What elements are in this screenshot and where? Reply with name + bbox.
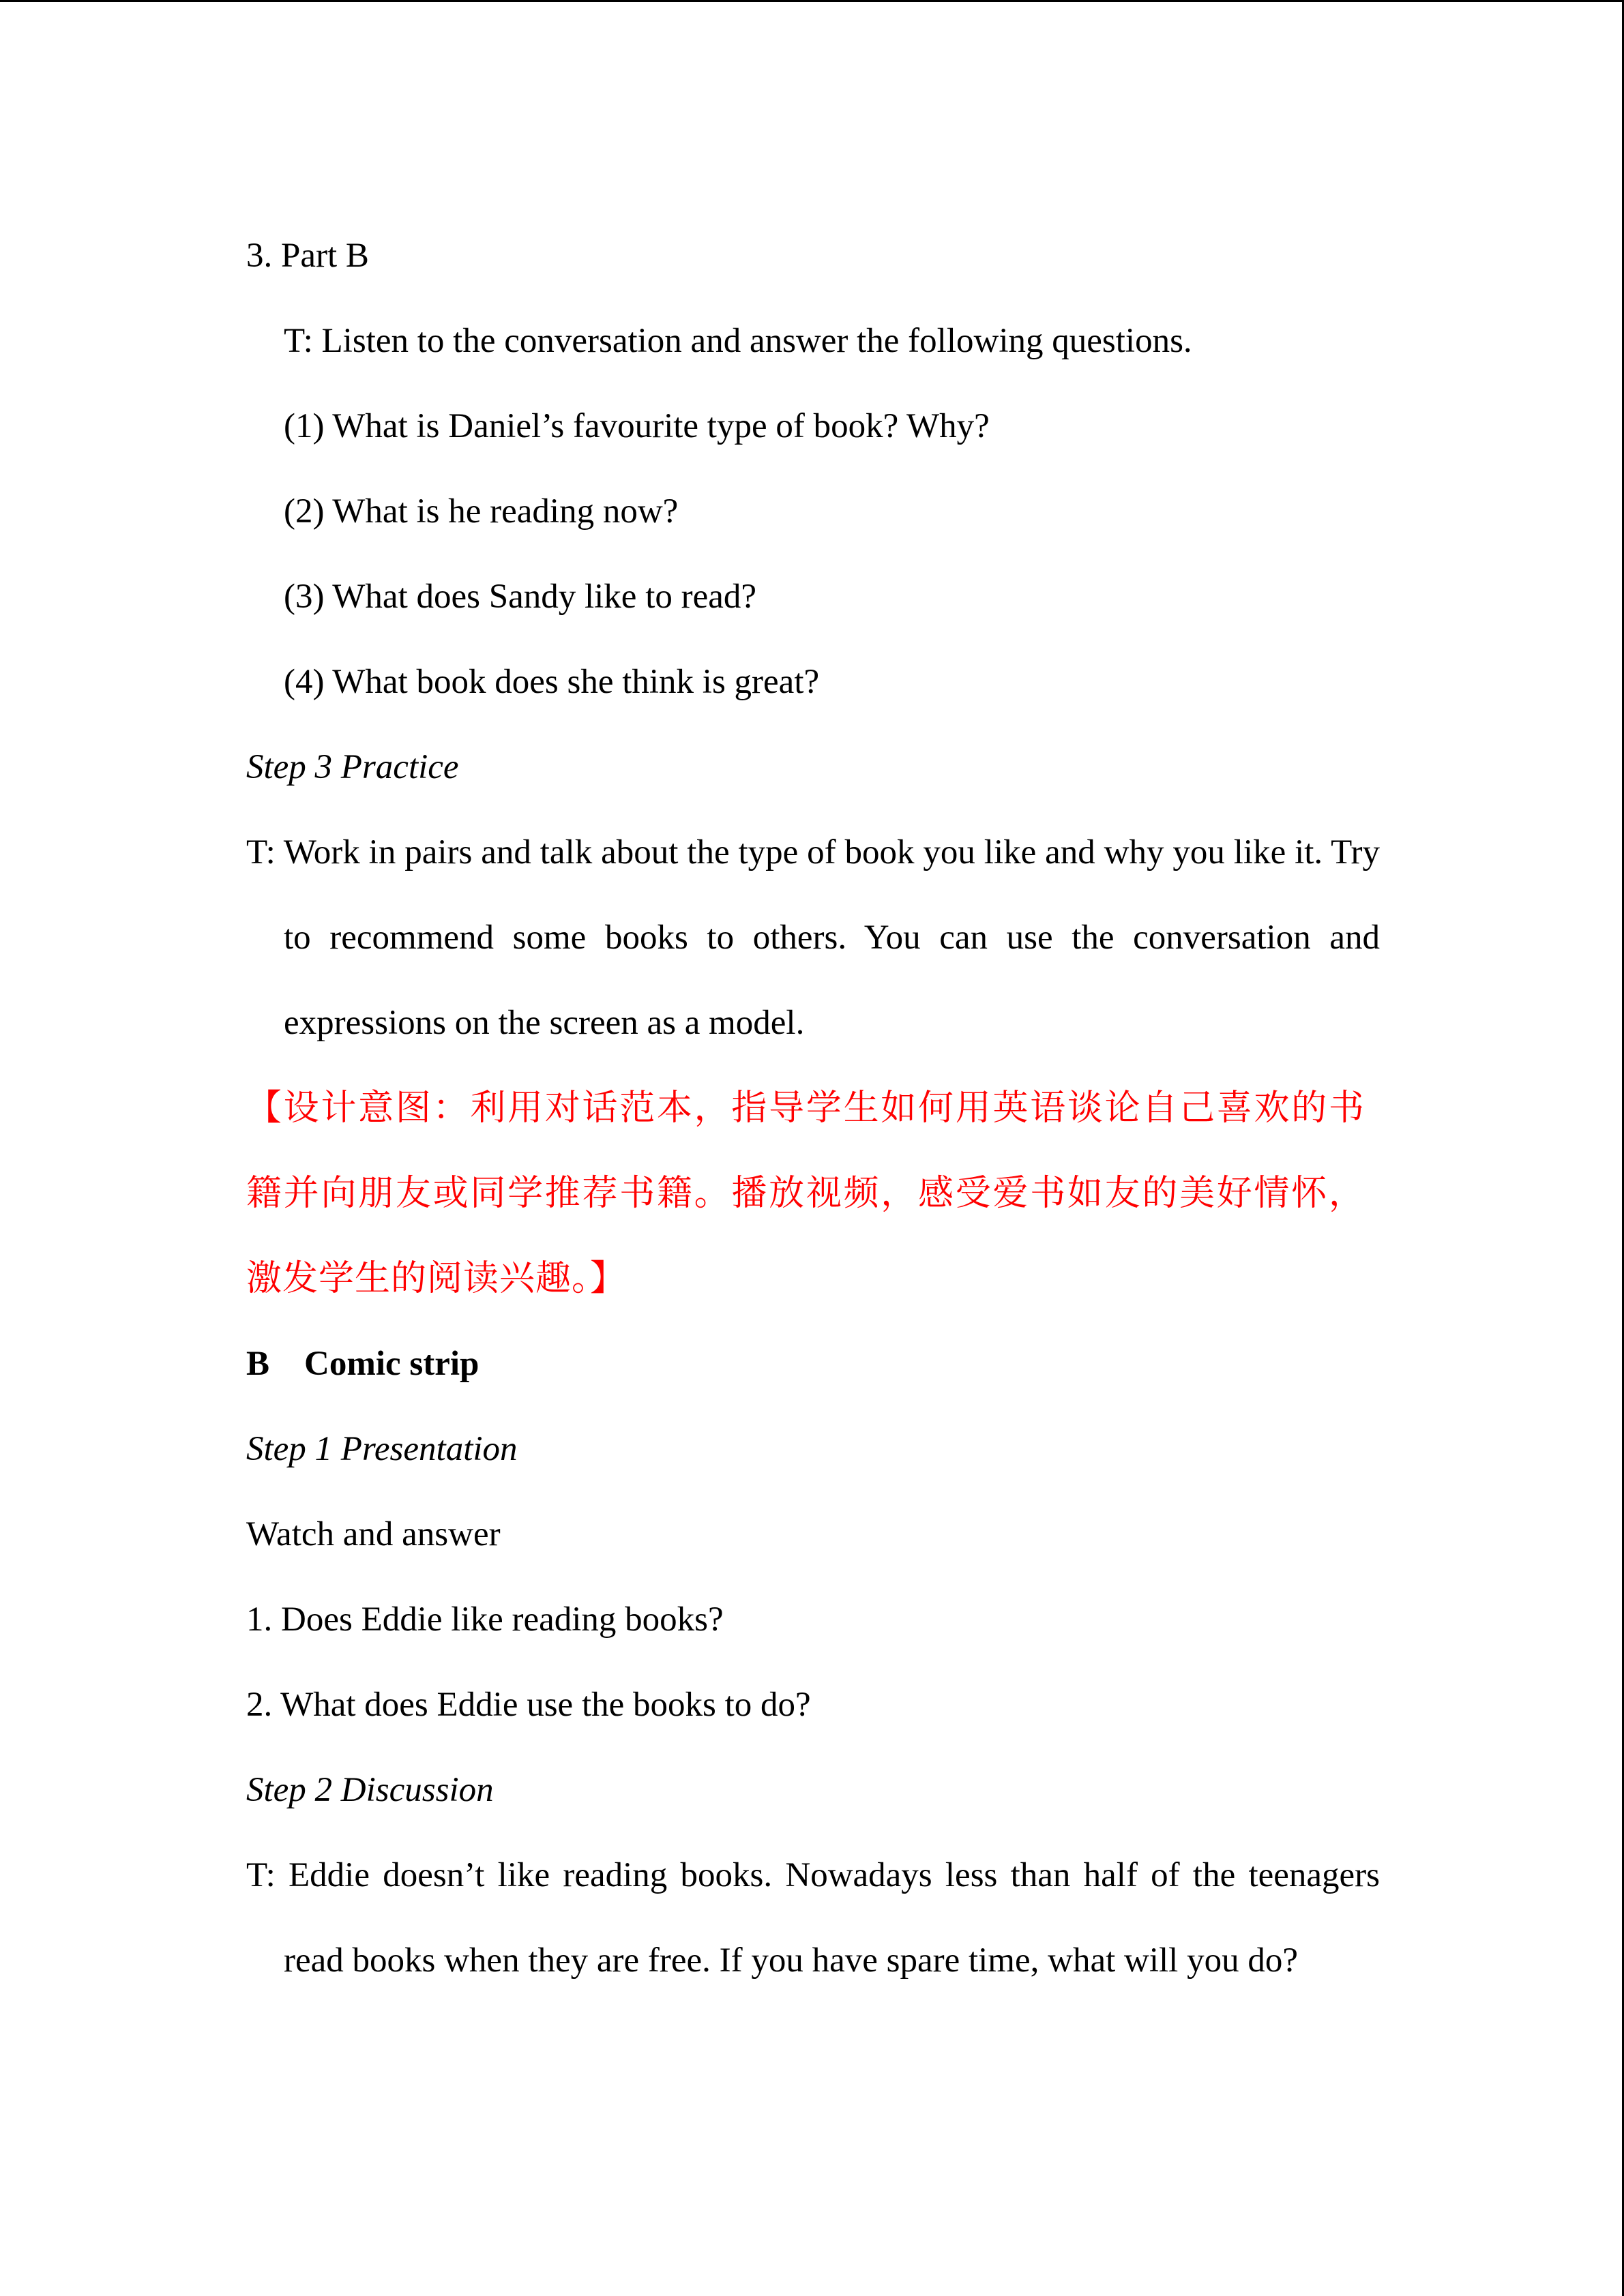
- comic-question-1: 1. Does Eddie like reading books?: [246, 1600, 724, 1639]
- part-b-heading: 3. Part B: [246, 237, 369, 275]
- discussion-text: T: Eddie doesn’t like reading books. Nowadays less than half of the teenagers read books when they are free. If you have spare time, what will you do?: [246, 1856, 1380, 1980]
- question-3: (3) What does Sandy like to read?: [284, 578, 757, 616]
- design-intent-note: 【设计意图：利用对话范本，指导学生如何用英语谈论自己喜欢的书籍并向朋友或同学推荐书籍。播放视频，感受爱书如友的美好情怀，激发学生的阅读兴趣。】: [246, 1088, 1365, 1299]
- step1-heading: Step 1 Presentation: [246, 1430, 518, 1468]
- question-4: (4) What book does she think is great?: [284, 663, 820, 701]
- question-2: (2) What is he reading now?: [284, 492, 679, 531]
- page-content: [246, 213, 1380, 2003]
- comic-question-2: 2. What does Eddie use the books to do?: [246, 1686, 811, 1724]
- question-1: (1) What is Daniel’s favourite type of book? Why?: [284, 407, 990, 445]
- step3-heading: Step 3 Practice: [246, 748, 459, 786]
- step2-heading: Step 2 Discussion: [246, 1771, 494, 1809]
- comic-strip-heading: B Comic strip: [246, 1345, 479, 1383]
- step3-text: T: Work in pairs and talk about the type of book you like and why you like it. Try to recommend some books to others. You can use the conversation and expressions on the screen as a model.: [246, 833, 1380, 1042]
- watch-and-answer-label: Watch and answer: [246, 1515, 501, 1553]
- part-b-instruction: T: Listen to the conversation and answer the following questions.: [284, 322, 1192, 360]
